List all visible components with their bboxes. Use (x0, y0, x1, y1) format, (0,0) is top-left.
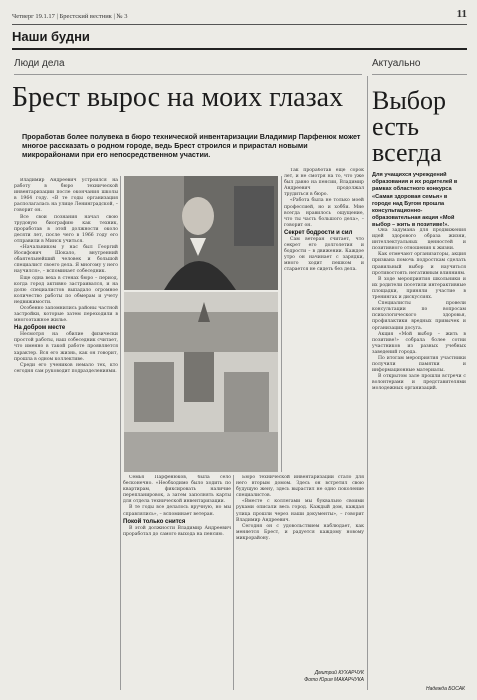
paragraph: В ходе мероприятия школьники и их родители посетили интерактивные площадки, приняли участие в тренингах и дискуссиях. (372, 276, 466, 301)
paragraph: Акция «Мой выбор – жить в позитиве!» собрала более сотни участников из разных учебных заведений города. (372, 331, 466, 355)
subheading: На добром месте (14, 325, 66, 332)
paragraph: Несмотря на обилие физически простой работы, наш собеседник считает, что именно в такой работе проявляется характер. Вся его жизнь, как он говорит, прошла в одном коллективе. (14, 332, 118, 362)
city-view-photo (124, 292, 278, 472)
section-title: Наши будни (12, 29, 90, 44)
paragraph: Специалисты провели консультации по вопросам психологического здоровья, профилактики вредных привычек и организации досуга. (372, 301, 466, 331)
sidebar-headline-line: Выбор (372, 86, 447, 115)
paragraph: В открытом зале прошли встречи с волонтерами и представителями молодежных организаций. (372, 374, 466, 392)
paragraph: В этой должности Владимир Андреевич проработал до самого выхода на пенсию. (123, 525, 231, 537)
header-issue-info: Четверг 19.1.17 | Брестский вестник | № 3 (12, 13, 128, 20)
sidebar-lead: Для учащихся учреждений образования и их родителей в рамках областного конкурса «Самая здоровая семья» в городе над Бугом прошла консультационно-образовательная акция «Мой выбор – жить в позитиве!». (372, 172, 458, 229)
paragraph: Так проработав еще сорок лет, и не смотря на то, что уже был давно на пенсии, Владимир Андреевич продолжал трудиться в бюро. (284, 168, 364, 198)
paragraph: Владимир Андреевич устроился на работу в бюро технической инвентаризации после окончания школы в 1964 году. «В те годы организация располагалась на улице Ленинградской, – говорит он. (14, 178, 118, 214)
paragraph: «Работа была не только моей профессией, но и хобби. Мне всегда нравилось ощущение, что ты часть большого дела», – говорит он. (284, 198, 364, 228)
article-column-1 (14, 178, 118, 690)
paragraph: Семья Парфенюков, была село бесконечно. «Необходимо было ходить по квартирам, фиксировать наличие перепланировок, а затем заполнять карты для отдела технической инвентаризации. (123, 475, 231, 505)
paragraph: «Начальником у нас был Георгий Иосифович Шокало, внутренний обаятельнейший человек и большой специалист своего дела. Я многому у него научился», – вспоминает собеседник. (14, 245, 118, 275)
subheading: Секрет бодрости и сил (284, 229, 353, 236)
sidebar-signature: Надежда БОСАК (425, 686, 465, 692)
article-lead: Проработав более полувека в бюро технической инвентаризации Владимир Парфенюк может многое рассказать о родном городе, ведь Брест строился и прирастал новыми микрорайонами при его непосредственном участии. (22, 132, 361, 159)
rubric-rule-left (14, 74, 362, 75)
sidebar-rule (367, 76, 368, 690)
paragraph: Все свои познания начал свою трудовую биографию как техник, проработав в этой должности около десяти лет, после чего в 1966 году его отправили в Минск учиться. (14, 214, 118, 244)
subheading: Покой только снится (123, 518, 186, 525)
sidebar-headline-line: есть (372, 112, 419, 141)
column-rule (233, 475, 234, 690)
paragraph: Как отмечают организаторы, акция призвана помочь подросткам сделать правильный выбор и научиться противостоять негативным влияниям. (372, 252, 466, 276)
section-bar (12, 28, 467, 50)
article-column-2 (123, 475, 231, 690)
paragraph: Среди его учеников немало тех, кто сегодня сам руководит подразделениями. (14, 362, 118, 374)
paragraph: В те годы все делалось вручную, но мы справлялись», – вспоминает ветеран. (123, 505, 231, 517)
paragraph: По итогам мероприятия участники получили памятки и информационные материалы. (372, 355, 466, 374)
article-column-4 (284, 168, 364, 468)
paragraph: Особенно запомнились районы частной застройки, которые затем переходили в многоэтажное жилье. (14, 305, 118, 324)
paragraph: Она задумана для продвижения идей здорового образа жизни, интеллектуальных ценностей и позитивного отношения к жизни. (372, 228, 466, 252)
portrait-photo (124, 176, 278, 290)
article-headline: Брест вырос на моих глазах (12, 82, 344, 113)
paragraph: Бюро технической инвентаризации стало для него вторым домом. Здесь он встретил свою будущую жену, здесь вырастил не одно поколение специалистов. (236, 475, 364, 499)
column-rule (120, 176, 121, 690)
rubric-right: Актуально (372, 58, 421, 69)
city-view-photo-art (124, 292, 278, 472)
page-number: 11 (456, 8, 467, 20)
sidebar-body (372, 228, 466, 676)
paragraph: «Вместе с коллегами мы буквально своими руками описали весь город. Каждый дом, каждая улица прошли через наши документы», – говорит Владимир Андреевич. (236, 499, 364, 523)
column-rule (281, 176, 282, 472)
article-column-3 (236, 475, 364, 665)
portrait-photo-art (124, 176, 278, 290)
paragraph: Сам ветеран считает, что секрет его долголетия и бодрости – в движении. Каждое утро он начинает с зарядки, много ходит пешком и старается не сидеть без дела. (284, 236, 364, 273)
rubric-rule-right (372, 74, 467, 75)
paragraph: Еще одна веха в стенах бюро – период, когда город активно застраивался, и на долю специалистов выпадало огромное количество работы по обмерам и учету недвижимости. (14, 275, 118, 305)
rubric-left: Люди дела (14, 58, 65, 69)
page-header (12, 8, 467, 25)
article-signature: Дмитрий КУХАРЧУК Фото Юрия МАКАРЧУКА (304, 670, 364, 683)
sidebar-headline-line: всегда (372, 138, 442, 167)
paragraph: Сегодня он с удовольствием наблюдает, как меняется Брест, и радуется каждому новому микрорайону. (236, 523, 364, 541)
sidebar-headline (372, 88, 446, 166)
